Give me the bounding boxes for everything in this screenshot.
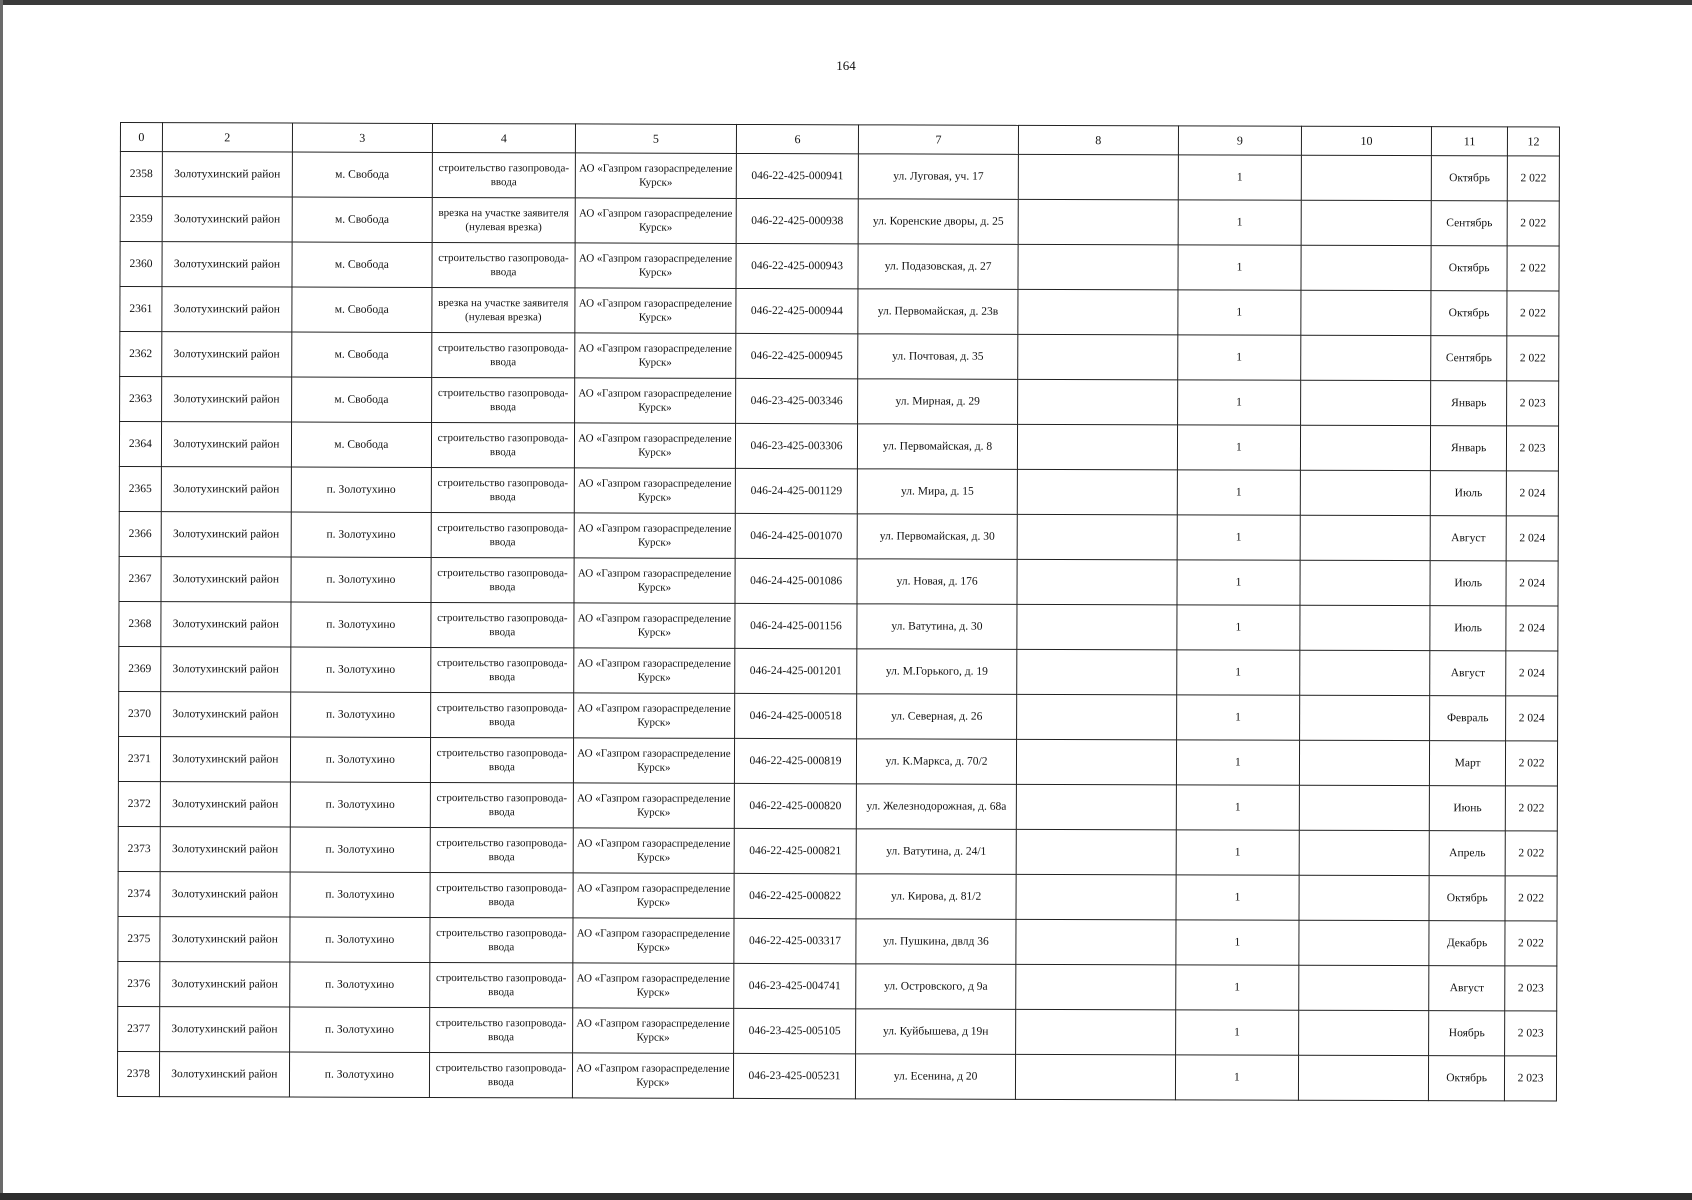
col-8-cell: [1017, 604, 1177, 650]
district: Золотухинский район: [160, 917, 290, 962]
quantity: 1: [1177, 605, 1301, 650]
col-10-cell: [1299, 1010, 1429, 1055]
col-10-cell: [1299, 830, 1429, 875]
quantity: 1: [1176, 650, 1300, 695]
request-number: 046-23-425-003306: [735, 423, 857, 468]
col-8-cell: [1016, 874, 1176, 920]
organization: АО «Газпром газораспределение Курск»: [573, 963, 734, 1009]
organization: АО «Газпром газораспределение Курск»: [575, 198, 736, 244]
month: Август: [1430, 651, 1506, 696]
district: Золотухинский район: [161, 512, 291, 557]
month: Июль: [1430, 606, 1506, 651]
request-number: 046-22-425-000821: [734, 828, 856, 873]
month: Август: [1429, 966, 1505, 1011]
request-number: 046-24-425-001086: [735, 558, 857, 603]
col-10-cell: [1300, 740, 1430, 785]
quantity: 1: [1176, 830, 1300, 875]
settlement: м. Свобода: [292, 152, 432, 197]
quantity: 1: [1176, 920, 1300, 965]
work-type: строительство газопровода-ввода: [430, 827, 573, 872]
year: 2 023: [1507, 426, 1559, 471]
table-row: [119, 556, 1558, 606]
organization: АО «Газпром газораспределение Курск»: [574, 603, 735, 649]
col-8-cell: [1015, 1054, 1175, 1100]
address: ул. Почтовая, д. 35: [858, 334, 1018, 380]
work-type: строительство газопровода-ввода: [429, 1007, 572, 1052]
table-row: [119, 466, 1558, 516]
col-8-cell: [1017, 514, 1177, 560]
col-8-cell: [1017, 469, 1177, 515]
row-number: 2360: [120, 242, 162, 287]
col-10-header: 10: [1302, 126, 1432, 155]
schedule-table: [117, 122, 1560, 1102]
organization: АО «Газпром газораспределение Курск»: [575, 333, 736, 379]
organization: АО «Газпром газораспределение Курск»: [574, 513, 735, 559]
quantity: 1: [1178, 200, 1302, 245]
col-12-header: 12: [1508, 127, 1560, 156]
quantity: 1: [1175, 1055, 1299, 1100]
row-number: 2363: [120, 377, 162, 422]
address: ул. Подазовская, д. 27: [858, 244, 1018, 290]
district: Золотухинский район: [162, 287, 292, 332]
table-row: [118, 961, 1557, 1011]
col-8-cell: [1017, 694, 1177, 740]
month: Сентябрь: [1431, 336, 1507, 381]
work-type: строительство газопровода-ввода: [431, 647, 574, 692]
work-type: строительство газопровода-ввода: [431, 512, 574, 557]
quantity: 1: [1177, 425, 1301, 470]
col-8-cell: [1016, 829, 1176, 875]
year: 2 023: [1505, 1011, 1557, 1056]
row-number: 2361: [120, 287, 162, 332]
col-8-header: 8: [1018, 125, 1178, 155]
year: 2 024: [1506, 696, 1558, 741]
table-body: [117, 152, 1559, 1102]
settlement: п. Золотухино: [289, 1007, 429, 1052]
address: ул. Северная, д. 26: [857, 694, 1017, 740]
col-8-cell: [1018, 154, 1178, 200]
district: Золотухинский район: [160, 872, 290, 917]
request-number: 046-22-425-000941: [736, 153, 858, 198]
row-number: 2370: [119, 691, 161, 736]
year: 2 022: [1505, 786, 1557, 831]
month: Январь: [1431, 381, 1507, 426]
col-10-cell: [1299, 1055, 1429, 1100]
work-type: строительство газопровода-ввода: [430, 782, 573, 827]
organization: АО «Газпром газораспределение Курск»: [575, 153, 736, 199]
district: Золотухинский район: [160, 692, 290, 737]
work-type: строительство газопровода-ввода: [432, 152, 575, 197]
table-row: [118, 871, 1557, 921]
year: 2 022: [1507, 156, 1559, 201]
settlement: п. Золотухино: [290, 962, 430, 1007]
work-type: строительство газопровода-ввода: [431, 332, 574, 377]
work-type: строительство газопровода-ввода: [431, 557, 574, 602]
quantity: 1: [1178, 290, 1302, 335]
district: Золотухинский район: [161, 422, 291, 467]
quantity: 1: [1175, 965, 1299, 1010]
organization: АО «Газпром газораспределение Курск»: [574, 648, 735, 694]
work-type: строительство газопровода-ввода: [431, 377, 574, 422]
address: ул. Ватутина, д. 30: [857, 604, 1017, 650]
row-number: 2366: [119, 511, 161, 556]
request-number: 046-22-425-000945: [736, 333, 858, 378]
settlement: п. Золотухино: [290, 737, 430, 782]
col-5-header: 5: [575, 124, 736, 154]
year: 2 022: [1505, 921, 1557, 966]
col-8-cell: [1016, 739, 1176, 785]
row-number: 2358: [120, 152, 162, 197]
row-number: 2369: [119, 646, 161, 691]
address: ул. К.Маркса, д. 70/2: [857, 739, 1017, 785]
address: ул. Первомайская, д. 30: [857, 514, 1017, 560]
quantity: 1: [1177, 380, 1301, 425]
row-number: 2376: [118, 961, 160, 1006]
request-number: 046-23-425-003346: [735, 378, 857, 423]
district: Золотухинский район: [159, 1052, 289, 1097]
col-10-cell: [1300, 470, 1430, 515]
district: Золотухинский район: [161, 377, 291, 422]
year: 2 024: [1506, 651, 1558, 696]
district: Золотухинский район: [162, 152, 292, 197]
table-row: [119, 691, 1558, 741]
table-row: [120, 332, 1559, 382]
table-header: [120, 123, 1559, 157]
col-8-cell: [1018, 199, 1178, 245]
work-type: строительство газопровода-ввода: [431, 467, 574, 512]
col-10-cell: [1299, 920, 1429, 965]
year: 2 023: [1505, 966, 1557, 1011]
organization: АО «Газпром газораспределение Курск»: [573, 828, 734, 874]
row-number: 2377: [118, 1006, 160, 1051]
col-6-header: 6: [736, 124, 858, 153]
quantity: 1: [1176, 695, 1300, 740]
table-row: [120, 197, 1559, 247]
work-type: врезка на участке заявителя (нулевая врезка): [432, 197, 575, 242]
table-row: [118, 736, 1557, 786]
organization: АО «Газпром газораспределение Курск»: [574, 423, 735, 469]
organization: АО «Газпром газораспределение Курск»: [575, 243, 736, 289]
request-number: 046-22-425-000938: [736, 198, 858, 243]
address: ул. Первомайская, д. 23в: [858, 289, 1018, 335]
request-number: 046-23-425-004741: [734, 963, 856, 1008]
organization: АО «Газпром газораспределение Курск»: [573, 738, 734, 784]
year: 2 024: [1506, 561, 1558, 606]
address: ул. Луговая, уч. 17: [858, 154, 1018, 200]
col-8-cell: [1016, 964, 1176, 1010]
work-type: строительство газопровода-ввода: [430, 872, 573, 917]
address: ул. Пушкина, двлд 36: [856, 919, 1016, 965]
col-8-cell: [1016, 1009, 1176, 1055]
organization: АО «Газпром газораспределение Курск»: [574, 558, 735, 604]
settlement: п. Золотухино: [291, 602, 431, 647]
district: Золотухинский район: [160, 962, 290, 1007]
request-number: 046-22-425-000943: [736, 243, 858, 288]
organization: АО «Газпром газораспределение Курск»: [573, 918, 734, 964]
address: ул. Железнодорожная, д. 68а: [856, 784, 1016, 830]
row-number: 2359: [120, 197, 162, 242]
month: Октябрь: [1431, 291, 1507, 336]
month: Июнь: [1429, 786, 1505, 831]
month: Апрель: [1429, 831, 1505, 876]
work-type: строительство газопровода-ввода: [430, 737, 573, 782]
settlement: м. Свобода: [292, 242, 432, 287]
organization: АО «Газпром газораспределение Курск»: [573, 873, 734, 919]
page-number: 164: [836, 58, 856, 73]
row-number: 2374: [118, 871, 160, 916]
address: ул. Есенина, д 20: [856, 1054, 1016, 1100]
year: 2 022: [1507, 336, 1559, 381]
request-number: 046-24-425-001201: [735, 648, 857, 693]
row-number: 2362: [120, 332, 162, 377]
settlement: м. Свобода: [292, 287, 432, 332]
scan-edge-left: [0, 0, 3, 1200]
district: Золотухинский район: [161, 557, 291, 602]
district: Золотухинский район: [162, 242, 292, 287]
month: Ноябрь: [1429, 1011, 1505, 1056]
col-8-cell: [1017, 649, 1177, 695]
row-number: 2364: [119, 422, 161, 467]
quantity: 1: [1177, 470, 1301, 515]
col-10-cell: [1300, 695, 1430, 740]
month: Октябрь: [1431, 246, 1507, 291]
col-8-cell: [1018, 244, 1178, 290]
scan-edge-bottom: [0, 1193, 1692, 1200]
col-9-header: 9: [1178, 126, 1301, 155]
work-type: строительство газопровода-ввода: [431, 422, 574, 467]
settlement: п. Золотухино: [290, 782, 430, 827]
district: Золотухинский район: [160, 782, 290, 827]
organization: АО «Газпром газораспределение Курск»: [575, 378, 736, 424]
request-number: 046-22-425-000944: [736, 288, 858, 333]
col-10-cell: [1300, 560, 1430, 605]
col-8-cell: [1016, 919, 1176, 965]
quantity: 1: [1176, 740, 1300, 785]
col-4-header: 4: [432, 123, 575, 152]
district: Золотухинский район: [160, 827, 290, 872]
organization: АО «Газпром газораспределение Курск»: [574, 693, 735, 739]
month: Октябрь: [1429, 1056, 1505, 1101]
request-number: 046-22-425-000819: [734, 738, 856, 783]
col-0-header: 0: [120, 123, 162, 152]
district: Золотухинский район: [161, 647, 291, 692]
table-row: [120, 287, 1559, 337]
year: 2 022: [1507, 291, 1559, 336]
table-row: [120, 242, 1559, 292]
table-row: [119, 601, 1558, 651]
address: ул. Коренские дворы, д. 25: [858, 199, 1018, 245]
settlement: п. Золотухино: [290, 917, 430, 962]
month: Сентябрь: [1431, 201, 1507, 246]
table-row: [118, 826, 1557, 876]
year: 2 024: [1506, 516, 1558, 561]
year: 2 023: [1505, 1056, 1557, 1101]
work-type: врезка на участке заявителя (нулевая врезка): [432, 287, 575, 332]
col-10-cell: [1301, 200, 1431, 245]
settlement: п. Золотухино: [289, 1052, 429, 1097]
month: Август: [1430, 516, 1506, 561]
district: Золотухинский район: [162, 332, 292, 377]
quantity: 1: [1176, 785, 1300, 830]
district: Золотухинский район: [159, 1007, 289, 1052]
month: Июль: [1430, 471, 1506, 516]
col-10-cell: [1301, 425, 1431, 470]
work-type: строительство газопровода-ввода: [431, 602, 574, 647]
address: ул. Первомайская, д. 8: [858, 424, 1018, 470]
col-8-cell: [1018, 334, 1178, 380]
col-11-header: 11: [1432, 127, 1508, 156]
district: Золотухинский район: [162, 197, 292, 242]
settlement: п. Золотухино: [291, 512, 431, 557]
year: 2 023: [1507, 381, 1559, 426]
quantity: 1: [1178, 245, 1302, 290]
settlement: п. Золотухино: [291, 557, 431, 602]
month: Декабрь: [1429, 921, 1505, 966]
district: Золотухинский район: [161, 602, 291, 647]
col-10-cell: [1301, 380, 1431, 425]
year: 2 022: [1506, 741, 1558, 786]
settlement: м. Свобода: [291, 422, 431, 467]
table-row: [117, 1051, 1556, 1101]
request-number: 046-23-425-005105: [733, 1008, 855, 1053]
address: ул. Мира, д. 15: [857, 469, 1017, 515]
row-number: 2373: [118, 826, 160, 871]
request-number: 046-24-425-001156: [735, 603, 857, 648]
col-10-cell: [1301, 290, 1431, 335]
col-8-cell: [1017, 424, 1177, 470]
col-7-header: 7: [859, 125, 1019, 155]
work-type: строительство газопровода-ввода: [430, 692, 573, 737]
table-row: [119, 511, 1558, 561]
year: 2 024: [1506, 471, 1558, 516]
request-number: 046-24-425-001129: [735, 468, 857, 513]
work-type: строительство газопровода-ввода: [429, 1052, 572, 1097]
settlement: п. Золотухино: [290, 827, 430, 872]
month: Март: [1430, 741, 1506, 786]
settlement: п. Золотухино: [290, 872, 430, 917]
request-number: 046-22-425-000820: [734, 783, 856, 828]
col-10-cell: [1301, 245, 1431, 290]
table-row: [120, 377, 1559, 427]
row-number: 2378: [117, 1051, 159, 1096]
address: ул. Новая, д. 176: [857, 559, 1017, 605]
settlement: п. Золотухино: [291, 467, 431, 512]
address: ул. Куйбышева, д 19н: [856, 1009, 1016, 1055]
col-10-cell: [1301, 335, 1431, 380]
address: ул. Ватутина, д. 24/1: [856, 829, 1016, 875]
request-number: 046-22-425-000822: [734, 873, 856, 918]
request-number: 046-24-425-001070: [735, 513, 857, 558]
request-number: 046-24-425-000518: [734, 693, 856, 738]
address: ул. Островского, д 9а: [856, 964, 1016, 1010]
settlement: м. Свобода: [292, 197, 432, 242]
work-type: строительство газопровода-ввода: [432, 242, 575, 287]
quantity: 1: [1177, 335, 1301, 380]
request-number: 046-23-425-005231: [733, 1053, 855, 1098]
work-type: строительство газопровода-ввода: [430, 962, 573, 1007]
col-8-cell: [1017, 559, 1177, 605]
table-row: [119, 646, 1558, 696]
col-10-cell: [1299, 875, 1429, 920]
work-type: строительство газопровода-ввода: [430, 917, 573, 962]
col-8-cell: [1018, 379, 1178, 425]
col-2-header: 2: [162, 123, 292, 152]
table-row: [119, 422, 1558, 472]
row-number: 2367: [119, 556, 161, 601]
month: Февраль: [1430, 696, 1506, 741]
quantity: 1: [1178, 155, 1302, 200]
table-row: [120, 152, 1559, 202]
header-row: [120, 123, 1559, 157]
year: 2 022: [1507, 246, 1559, 291]
year: 2 022: [1505, 831, 1557, 876]
year: 2 024: [1506, 606, 1558, 651]
organization: АО «Газпром газораспределение Курск»: [573, 783, 734, 829]
organization: АО «Газпром газораспределение Курск»: [573, 1008, 734, 1054]
row-number: 2365: [119, 466, 161, 511]
settlement: м. Свобода: [291, 377, 431, 422]
month: Октябрь: [1431, 156, 1507, 201]
col-10-cell: [1300, 515, 1430, 560]
table-row: [118, 916, 1557, 966]
quantity: 1: [1177, 515, 1301, 560]
district: Золотухинский район: [161, 467, 291, 512]
year: 2 022: [1505, 876, 1557, 921]
settlement: п. Золотухино: [290, 692, 430, 737]
col-10-cell: [1301, 155, 1431, 200]
row-number: 2368: [119, 601, 161, 646]
col-10-cell: [1300, 605, 1430, 650]
quantity: 1: [1176, 875, 1300, 920]
quantity: 1: [1177, 560, 1301, 605]
month: Октябрь: [1429, 876, 1505, 921]
col-3-header: 3: [292, 123, 432, 152]
settlement: п. Золотухино: [291, 647, 431, 692]
district: Золотухинский район: [160, 737, 290, 782]
quantity: 1: [1175, 1010, 1299, 1055]
address: ул. Мирная, д. 29: [858, 379, 1018, 425]
col-8-cell: [1018, 289, 1178, 335]
col-10-cell: [1299, 965, 1429, 1010]
table-row: [118, 1006, 1557, 1056]
row-number: 2372: [118, 781, 160, 826]
row-number: 2375: [118, 916, 160, 961]
year: 2 022: [1507, 201, 1559, 246]
col-10-cell: [1299, 785, 1429, 830]
address: ул. Кирова, д. 81/2: [856, 874, 1016, 920]
month: Январь: [1431, 426, 1507, 471]
table-row: [118, 781, 1557, 831]
settlement: м. Свобода: [292, 332, 432, 377]
col-8-cell: [1016, 784, 1176, 830]
request-number: 046-22-425-003317: [734, 918, 856, 963]
scan-edge-top: [0, 0, 1692, 5]
organization: АО «Газпром газораспределение Курск»: [572, 1053, 733, 1099]
organization: АО «Газпром газораспределение Курск»: [575, 288, 736, 334]
month: Июль: [1430, 561, 1506, 606]
organization: АО «Газпром газораспределение Курск»: [574, 468, 735, 514]
col-10-cell: [1300, 650, 1430, 695]
address: ул. М.Горького, д. 19: [857, 649, 1017, 695]
row-number: 2371: [118, 736, 160, 781]
